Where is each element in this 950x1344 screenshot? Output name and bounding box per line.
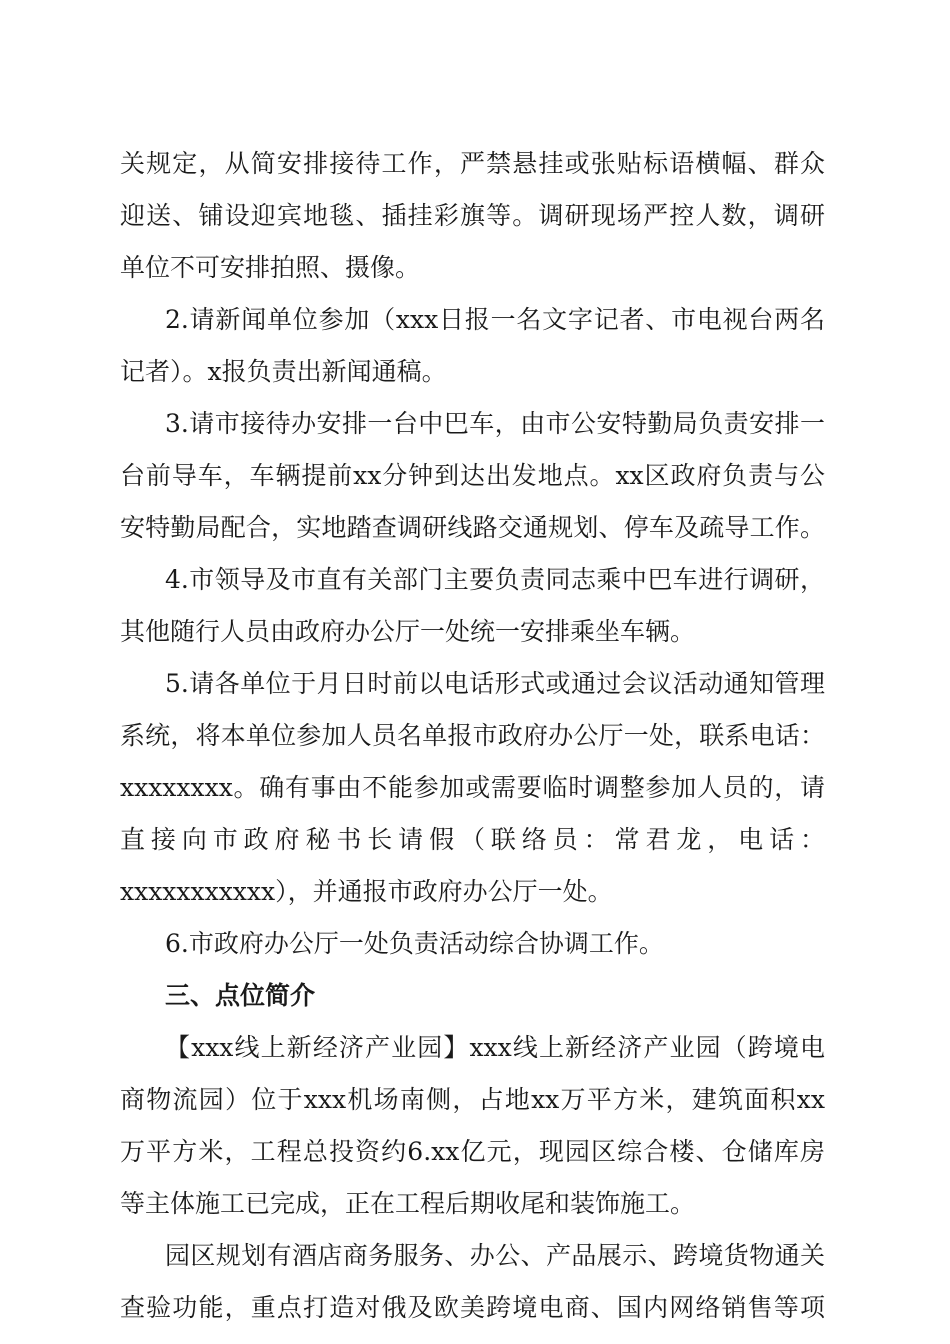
text-line: 台前导车，车辆提前xx分钟到达出发地点。xx区政府负责与公 [120, 461, 825, 490]
text-line: 3.请市接待办安排一台中巴车，由市公安特勤局负责安排一 [165, 409, 825, 438]
text-line: 安特勤局配合，实地踏查调研线路交通规划、停车及疏导工作。 [120, 513, 825, 542]
text-line: 等主体施工已完成，正在工程后期收尾和装饰施工。 [120, 1189, 696, 1218]
text-line: 6.市政府办公厅一处负责活动综合协调工作。 [165, 929, 664, 958]
text-line: xxxxxxxxxxx），并通报市政府办公厅一处。 [120, 877, 613, 906]
text-line: 直接向市政府秘书长请假（联络员：常君龙，电话： [120, 825, 825, 854]
text-line: 【xxx线上新经济产业园】xxx线上新经济产业园（跨境电 [165, 1033, 825, 1062]
text-line: 迎送、铺设迎宾地毯、插挂彩旗等。调研现场严控人数，调研 [120, 201, 825, 230]
text-line: 其他随行人员由政府办公厅一处统一安排乘坐车辆。 [120, 617, 696, 646]
text-line: 4.市领导及市直有关部门主要负责同志乘中巴车进行调研， [165, 565, 825, 594]
text-line: 单位不可安排拍照、摄像。 [120, 253, 421, 282]
text-line: 万平方米，工程总投资约6.xx亿元，现园区综合楼、仓储库房 [120, 1137, 825, 1166]
text-line: 查验功能，重点打造对俄及欧美跨境电商、国内网络销售等项 [120, 1293, 825, 1322]
text-line: 商物流园）位于xxx机场南侧，占地xx万平方米，建筑面积xx [120, 1085, 825, 1114]
section-heading: 三、点位简介 [165, 981, 316, 1010]
text-line: 园区规划有酒店商务服务、办公、产品展示、跨境货物通关 [165, 1241, 825, 1270]
text-line: 记者）。x报负责出新闻通稿。 [120, 357, 447, 386]
text-line: 关规定，从简安排接待工作，严禁悬挂或张贴标语横幅、群众 [120, 149, 825, 178]
text-line: 5.请各单位于月日时前以电话形式或通过会议活动通知管理 [165, 669, 825, 698]
document-body [120, 138, 825, 1334]
text-line: 2.请新闻单位参加（xxx日报一名文字记者、市电视台两名 [165, 305, 825, 334]
text-line: xxxxxxxx。确有事由不能参加或需要临时调整参加人员的，请 [120, 773, 825, 802]
text-line: 系统，将本单位参加人员名单报市政府办公厅一处，联系电话： [120, 721, 825, 750]
